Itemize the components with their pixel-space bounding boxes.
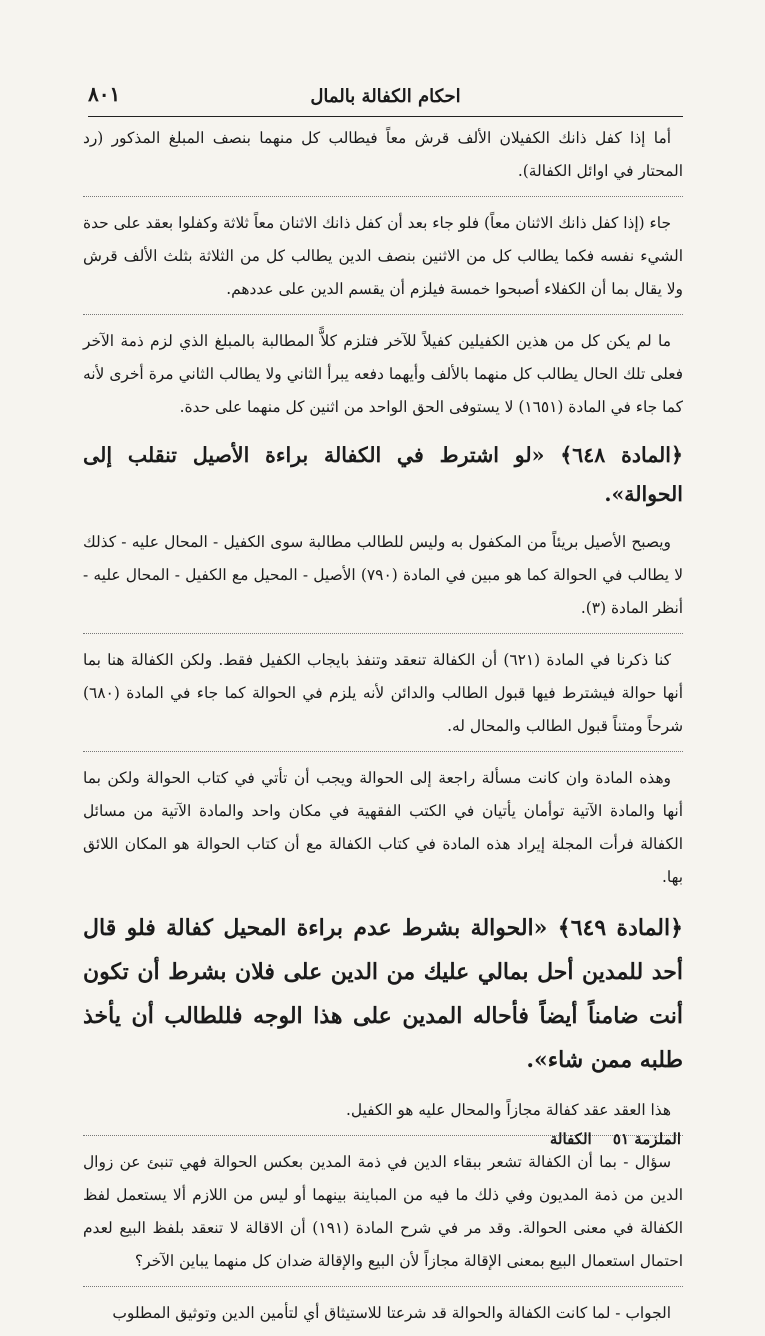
paragraph: سؤال - بما أن الكفالة تشعر ببقاء الدين في ذمة المدين بعكس الحوالة فهي تنبئ عن زوال الدين من ذمة المديون وفي ذلك ما فيه من المباينة بينهما أو ليس من اللازم ألا يستعمل لفظ الكفالة في معنى الحوالة. وقد مر في شرح المادة (١٩١) أن الاقالة لا تنعقد بلفظ البيع لعدم احتمال استعمال البيع بمعنى الإقالة مجازاً لأن البيع والإقالة ضدان كل منهما يباين الآخر؟ bbox=[83, 1153, 683, 1270]
paragraph: ما لم يكن كل من هذين الكفيلين كفيلاً للآخر فتلزم كلاًّ المطالبة بالمبلغ الذي لزم ذمة الآخر فعلى تلك الحال يطالب كل منهما بالألف وأيهما دفعه يبرأ الثاني ولا يطالب الثاني مرة أخرى لأنه كما جاء في المادة (١٦٥١) لا يستوفى الحق الواحد من اثنين كل منهما على حدة. bbox=[83, 332, 683, 416]
paragraph: كنا ذكرنا في المادة (٦٢١) أن الكفالة تنعقد وتنفذ بايجاب الكفيل فقط. ولكن الكفالة هنا بما أنها حوالة فيشترط فيها قبول الطالب والدائن لأنه يلزم في الحوالة كما جاء في المادة (٦٨٠) شرحاً ومتناً قبول الطالب والمحال له. bbox=[83, 651, 683, 735]
paragraph: أما إذا كفل ذانك الكفيلان الألف قرش معاً فيطالب كل منهما بنصف المبلغ المذكور (رد المحتار في اوائل الكفالة). bbox=[83, 129, 683, 180]
running-title: احكام الكفالة بالمال bbox=[310, 86, 461, 107]
separator bbox=[83, 751, 683, 752]
separator bbox=[83, 196, 683, 197]
article-648-heading: ﴿المادة ٦٤٨﴾ «لو اشترط في الكفالة براءة الأصيل تنقلب إلى الحوالة». bbox=[83, 443, 684, 506]
article-649-heading: ﴿المادة ٦٤٩﴾ «الحوالة بشرط عدم براءة المحيل كفالة فلو قال أحد للمدين أحل بمالي عليك من الدين على فلان بشرط أن تكون أنت ضامناً أيضاً فأحاله المدين على هذا الوجه فللطالب أن يأخذ طلبه ممن شاء». bbox=[83, 915, 683, 1073]
paragraph: ويصبح الأصيل بريئاً من المكفول به وليس للطالب مطالبة سوى الكفيل - المحال عليه - كذلك لا يطالب في الحوالة كما هو مبين في المادة (٧٩٠) الأصيل - المحيل مع الكفيل - المحال عليه - أنظر المادة (٣). bbox=[83, 533, 683, 617]
footer-section: الكفالة bbox=[549, 1130, 592, 1148]
separator bbox=[83, 633, 683, 634]
paragraph: الجواب - لما كانت الكفالة والحوالة قد شرعتا للاستيثاق أي لتأمين الدين وتوثيق المطلوب bbox=[112, 1304, 671, 1322]
running-header bbox=[88, 82, 683, 117]
page-number: ٨٠١ bbox=[88, 82, 121, 106]
page-body bbox=[83, 122, 683, 1336]
footer-book: الملزمة ٥١ bbox=[612, 1130, 681, 1148]
signature-footer bbox=[481, 1130, 681, 1148]
paragraph: وهذه المادة وان كانت مسألة راجعة إلى الحوالة ويجب أن تأتي في كتاب الحوالة ولكن بما أنها والمادة الآتية توأمان يأتيان في الكتب الفقهية في مكان واحد والمادة الآتية من مسائل الكفالة فرأت المجلة إيراد هذه المادة في كتاب الكفالة مع أن كتاب الحوالة هو المكان اللائق بها. bbox=[83, 769, 683, 886]
paragraph: جاء (إذا كفل ذانك الاثنان معاً) فلو جاء بعد أن كفل ذانك الاثنان معاً ثلاثة وكفلوا بعقد على حدة الشيء نفسه فكما يطالب كل من الاثنين بنصف الدين يطالب كل من الثلاثة بثلث الألف قرش ولا يقال بما أن الكفلاء أصبحوا خمسة فيلزم أن يقسم الدين على عددهم. bbox=[83, 214, 683, 298]
separator bbox=[83, 1286, 683, 1287]
paragraph: هذا العقد عقد كفالة مجازاً والمحال عليه هو الكفيل. bbox=[345, 1101, 671, 1119]
separator bbox=[83, 314, 683, 315]
